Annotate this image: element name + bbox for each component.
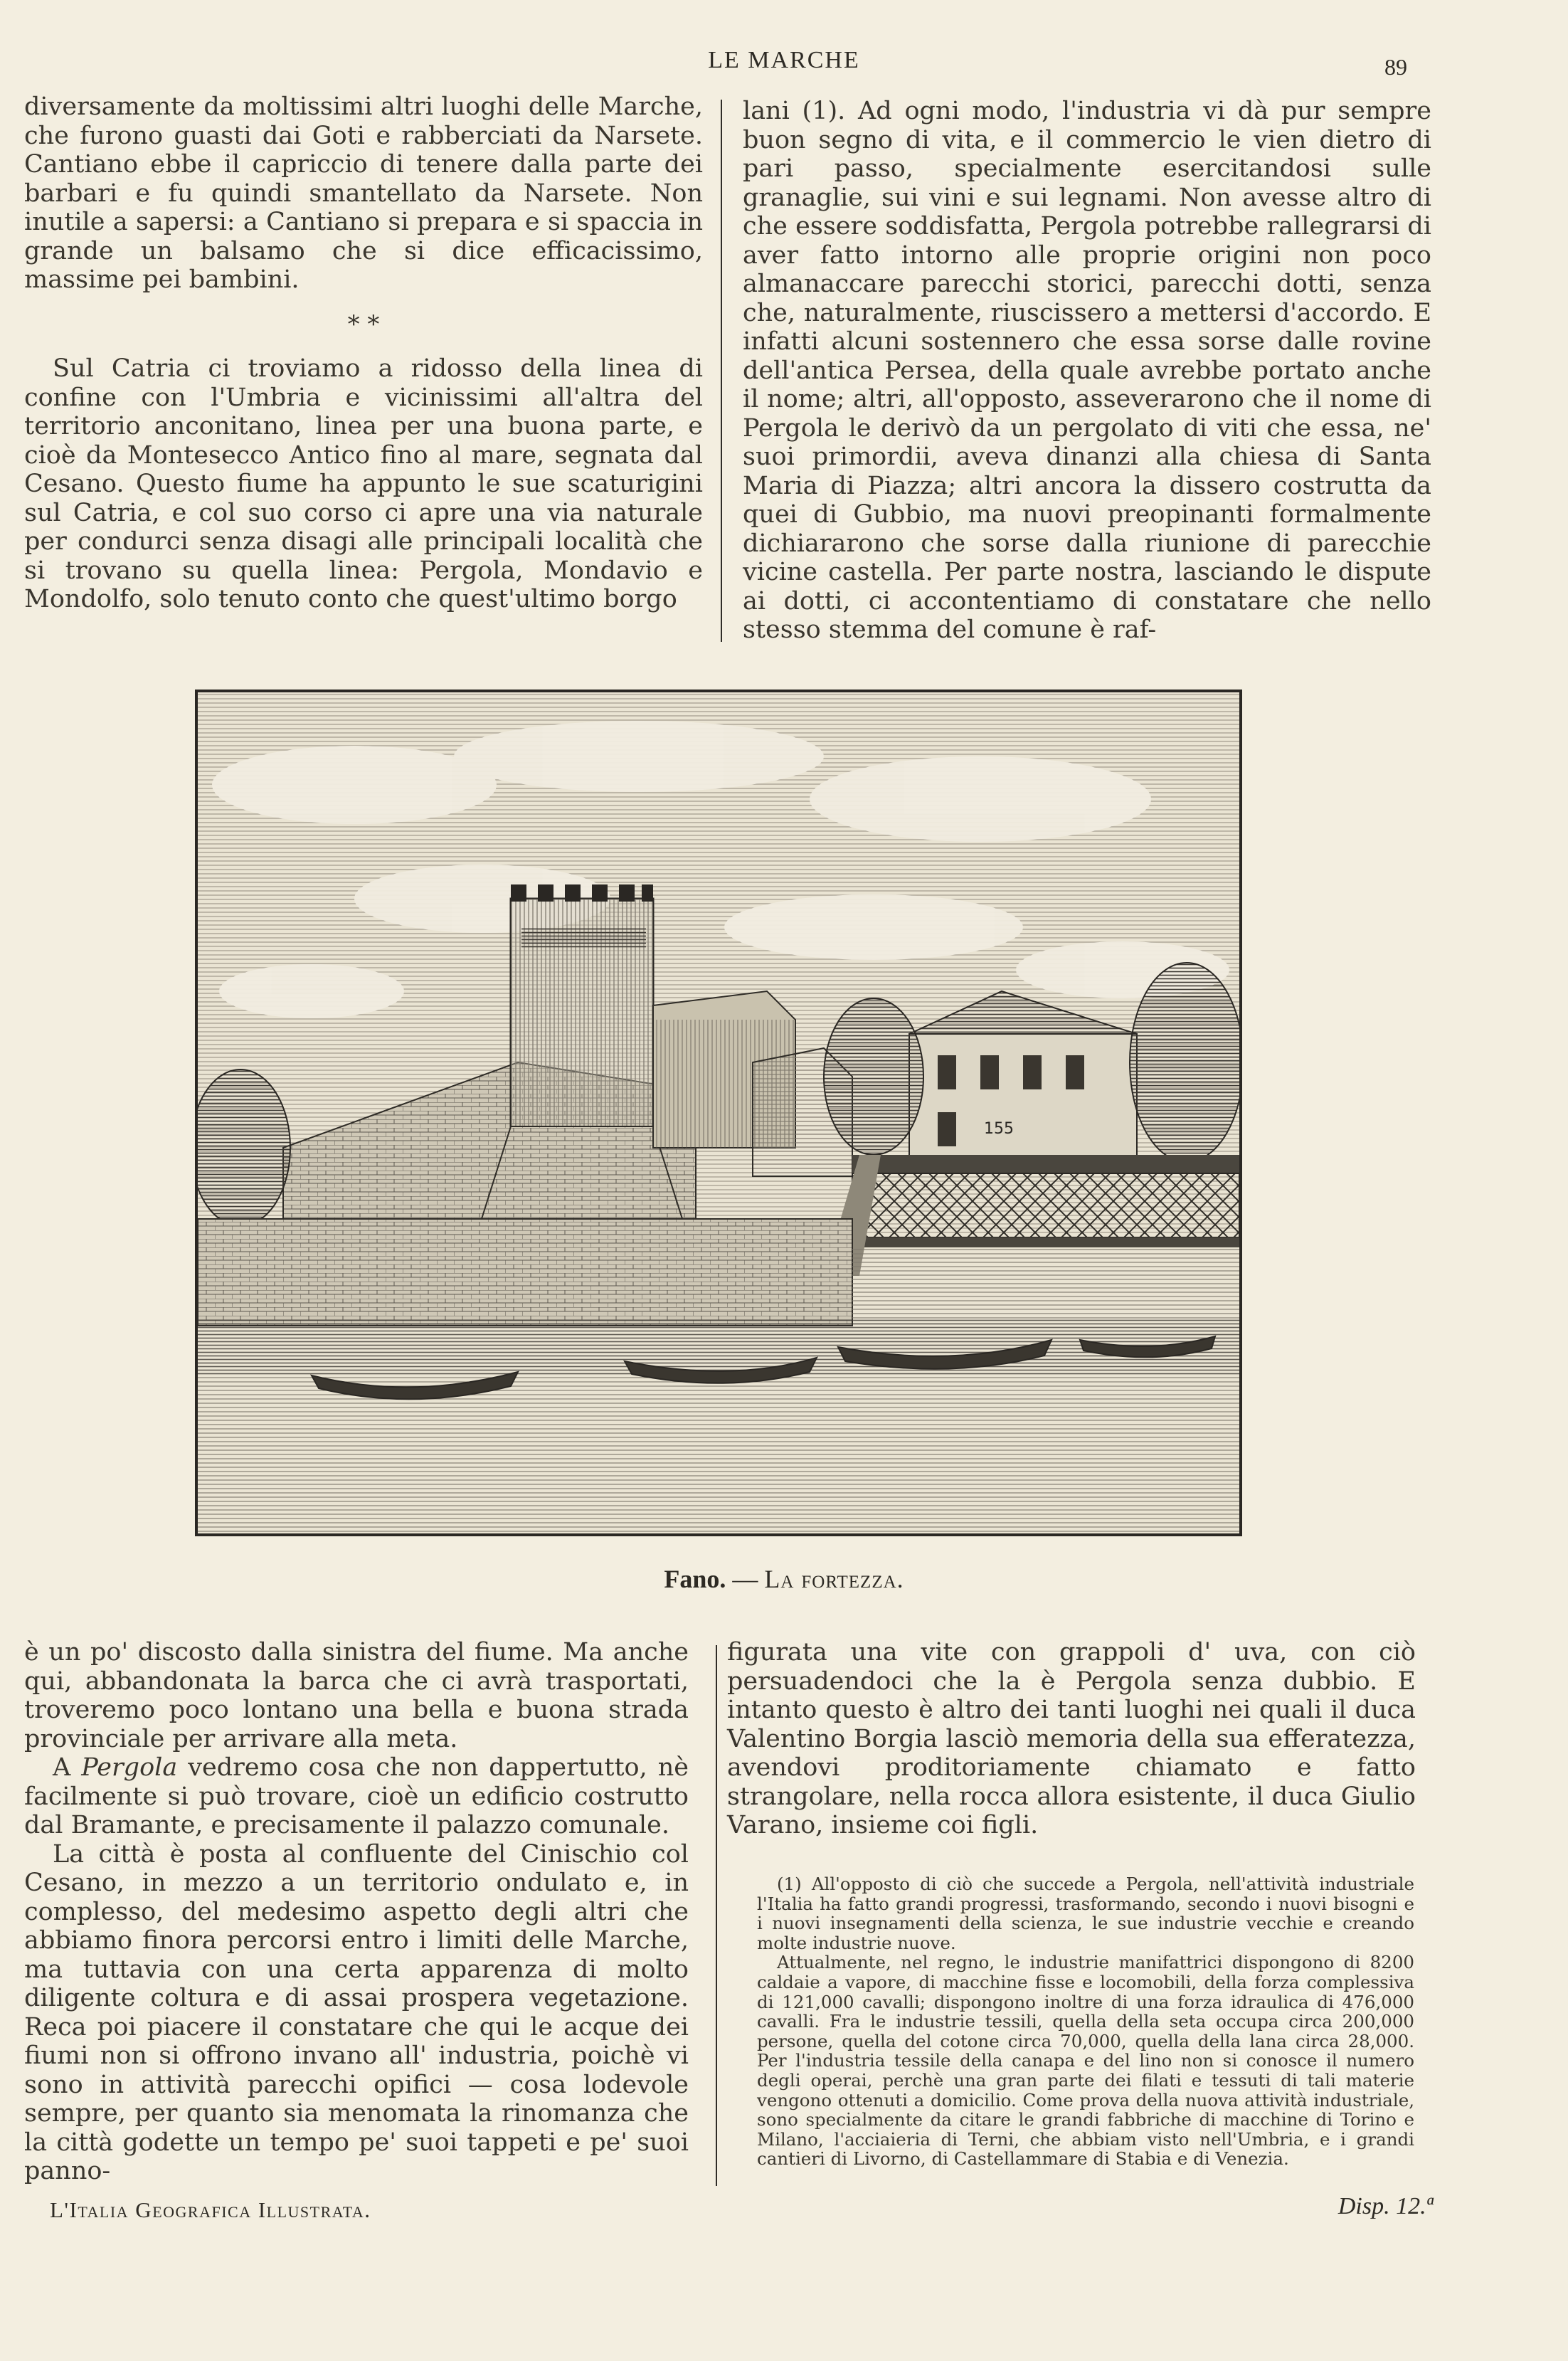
paragraph: è un po' discosto dalla sinistra del fiume. Ma anche qui, abbandonata la barca che ci avrà trasportati, troveremo poco lontano una bella e buona strada provinciale per arrivare alla meta.: [24, 1638, 689, 1753]
figure-caption: [0, 1564, 1568, 1594]
caption-dash: —: [726, 1565, 765, 1593]
publication-footer: L'Italia Geografica Illustrata.: [50, 2197, 371, 2222]
dispensa-footer: Disp. 12.ª: [1337, 2193, 1433, 2219]
running-title: LE MARCHE: [708, 47, 860, 73]
footnote: [757, 1874, 1414, 2169]
building-sign: 155: [984, 1120, 1014, 1138]
footnote-paragraph: Attualmente, nel regno, le industrie manifattrici dispongono di 8200 caldaie a vapore, di macchine fisse e locomobili, della forza complessiva di 121,000 cavalli; dispongono inoltre di una forza idraulica di 476,000 cavalli. Fra le industrie tessili, quella della seta occupa circa 200,000 persone, quella del cotone circa 70,000, quella della lana circa 28,000. Per l'industria tessile della canapa e del lino non si conosce il numero degli operai, perchè una gran parte dei filati e tessuti di tali materie vengono ottenuti a domicilio. Come prova della nuova attività industriale, sono specialmente da citare le grandi fabbriche di macchine di Torino e Milano, l'acciaieria di Terni, che abbiam visto nell'Umbria, e i grandi cantieri di Livorno, di Castellammare di Stabia e di Venezia.: [757, 1952, 1414, 2170]
paragraph-lead: A: [53, 1753, 82, 1782]
top-left-column: [24, 93, 703, 614]
footnote-paragraph: (1) All'opposto di ciò che succede a Pergola, nell'attività industriale l'Italia ha fatto grandi progressi, trasformando, secondo i nuovi bisogni e i nuovi insegnamenti della scienza, le sue industrie vecchie e creando molte industrie nuove.: [757, 1874, 1414, 1953]
bottom-right-column: [727, 1638, 1416, 1840]
illustration-fano-fortress: [195, 690, 1242, 1536]
emphasis-pergola: Pergola: [81, 1753, 178, 1782]
column-rule-top: [721, 100, 722, 642]
bottom-left-column: [24, 1638, 689, 2186]
caption-subject: La fortezza.: [764, 1565, 904, 1593]
paragraph: Sul Catria ci troviamo a ridosso della linea di confine con l'Umbria e vicinissimi all'altra del territorio anconitano, linea per una buona parte, e cioè da Montesecco Antico fino al mare, segnata dal Cesano. Questo fiume ha appunto le sue scaturigini sul Catria, e col suo corso ci apre una via naturale per condurci senza disagi alle principali località che si trovano su quella linea: Pergola, Mondavio e Mondolfo, solo tenuto conto che quest'ultimo borgo: [24, 354, 703, 613]
paragraph: figurata una vite con grappoli d' uva, con ciò persuadendoci che la è Pergola senza dubbio. E intanto questo è altro dei tanti luoghi nei quali il duca Valentino Borgia lasciò memoria della sua efferatezza, avendovi proditoriamente chiamato e fatto strangolare, nella rocca allora esistente, il duca Giulio Varano, insieme coi figli.: [727, 1638, 1416, 1839]
engraving-image: [198, 692, 1239, 1533]
section-separator: * *: [347, 310, 380, 339]
paragraph-rest: vedremo cosa che non dappertutto, nè facilmente si può trovare, cioè un edificio costrutto dal Bramante, e precisamente il palazzo comunale.: [24, 1753, 689, 1839]
paragraph: La città è posta al confluente del Cinischio col Cesano, in mezzo a un territorio ondulato e, in complesso, del medesimo aspetto degli altri che abbiamo finora percorsi entro i limiti delle Marche, ma tuttavia con una certa apparenza di molto diligente coltura e di assai prospera vegetazione. Reca poi piacere il constatare che qui le acque dei fiumi non si offrono invano all' industria, poichè vi sono in attività parecchi opifici — cosa lodevole sempre, per quanto sia menomata la rinomanza che la città godette un tempo pe' suoi tappeti e pe' suoi panno-: [24, 1839, 689, 2185]
page-number: 89: [1384, 54, 1407, 80]
paragraph: diversamente da moltissimi altri luoghi delle Marche, che furono guasti dai Goti e rabberciati da Narsete. Cantiano ebbe il capriccio di tenere dalla parte dei barbari e fu quindi smantellato da Narsete. Non inutile a sapersi: a Cantiano si prepara e si spaccia in grande un balsamo che si dice efficacissimo, massime pei bambini.: [24, 93, 703, 294]
caption-place: Fano.: [664, 1565, 726, 1593]
column-rule-bottom: [716, 1645, 717, 2186]
paragraph: lani (1). Ad ogni modo, l'industria vi dà pur sempre buon segno di vita, e il commercio le vien dietro di pari passo, specialmente esercitandosi sulle granaglie, sui vini e sui legnami. Non avesse altro di che essere soddisfatta, Pergola potrebbe rallegrarsi di aver fatto intorno alle proprie origini non poco almanaccare parecchi storici, parecchi dotti, senza che, naturalmente, riuscissero a mettersi d'accordo. E infatti alcuni sostennero che essa sorse dalle rovine dell'antica Persea, della quale avrebbe portato anche il nome; altri, all'opposto, asseverarono che il nome di Pergola le derivò da un pergolato di viti che essa, ne' suoi primordii, aveva dinanzi alla chiesa di Santa Maria di Piazza; altri ancora la dissero costrutta da quei di Gubbio, ma nuovi preopinanti formalmente dichiararono che sorse dalla riunione di parecchie vicine castella. Per parte nostra, lasciando le dispute ai dotti, ci accontentiamo di constatare che nello stesso stemma del comune è raf-: [743, 97, 1431, 644]
paragraph: [24, 1753, 689, 1840]
top-right-column: [743, 97, 1431, 645]
